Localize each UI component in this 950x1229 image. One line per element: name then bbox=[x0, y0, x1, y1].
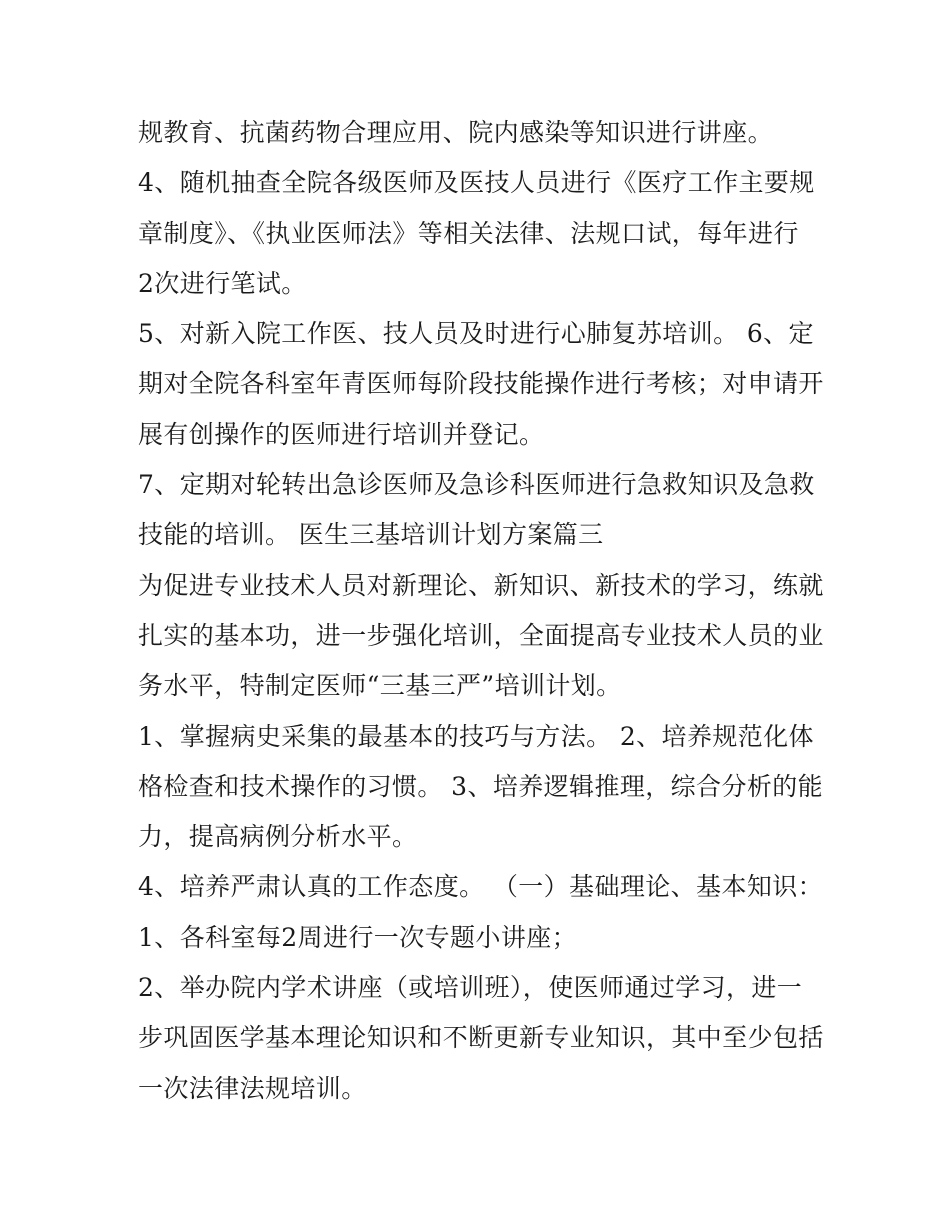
text-line: 2次进行笔试。 bbox=[138, 268, 307, 298]
text-line: 展有创操作的医师进行培训并登记。 bbox=[138, 419, 545, 449]
document-body bbox=[138, 108, 824, 1114]
text-line: 期对全院各科室年青医师每阶段技能操作进行考核；对申请开 bbox=[138, 369, 824, 399]
text-line: 4、培养严肃认真的工作态度。 （一）基础理论、基本知识： bbox=[138, 872, 824, 902]
text-line: 技能的培训。 医生三基培训计划方案篇三 bbox=[138, 520, 604, 550]
text-line: 2、举办院内学术讲座（或培训班），使医师通过学习，进一 bbox=[138, 973, 803, 1003]
text-line: 4、随机抽查全院各级医师及医技人员进行《医疗工作主要规 bbox=[138, 168, 815, 198]
text-line: 力，提高病例分析水平。 bbox=[138, 822, 418, 852]
text-line: 章制度》、《执业医师法》等相关法律、法规口试，每年进行 bbox=[138, 218, 799, 248]
text-line: 1、掌握病史采集的最基本的技巧与方法。 2、培养规范化体 bbox=[138, 721, 814, 751]
text-line: 步巩固医学基本理论知识和不断更新专业知识，其中至少包括 bbox=[138, 1023, 824, 1053]
text-line: 规教育、抗菌药物合理应用、院内感染等知识进行讲座。 bbox=[138, 118, 774, 147]
text-line: 5、对新入院工作医、技人员及时进行心肺复苏培训。 6、定 bbox=[138, 319, 814, 349]
text-line: 1、各科室每2周进行一次专题小讲座； bbox=[138, 922, 578, 952]
text-line: 务水平，特制定医师“三基三严”培训计划。 bbox=[138, 671, 622, 701]
text-line: 一次法律法规培训。 bbox=[138, 1073, 367, 1103]
text-line: 为促进专业技术人员对新理论、新知识、新技术的学习，练就 bbox=[138, 570, 824, 600]
text-line: 格检查和技术操作的习惯。 3、培养逻辑推理，综合分析的能 bbox=[138, 771, 824, 801]
text-line: 扎实的基本功，进一步强化培训，全面提高专业技术人员的业 bbox=[138, 620, 824, 650]
text-line: 7、定期对轮转出急诊医师及急诊科医师进行急救知识及急救 bbox=[138, 470, 815, 500]
